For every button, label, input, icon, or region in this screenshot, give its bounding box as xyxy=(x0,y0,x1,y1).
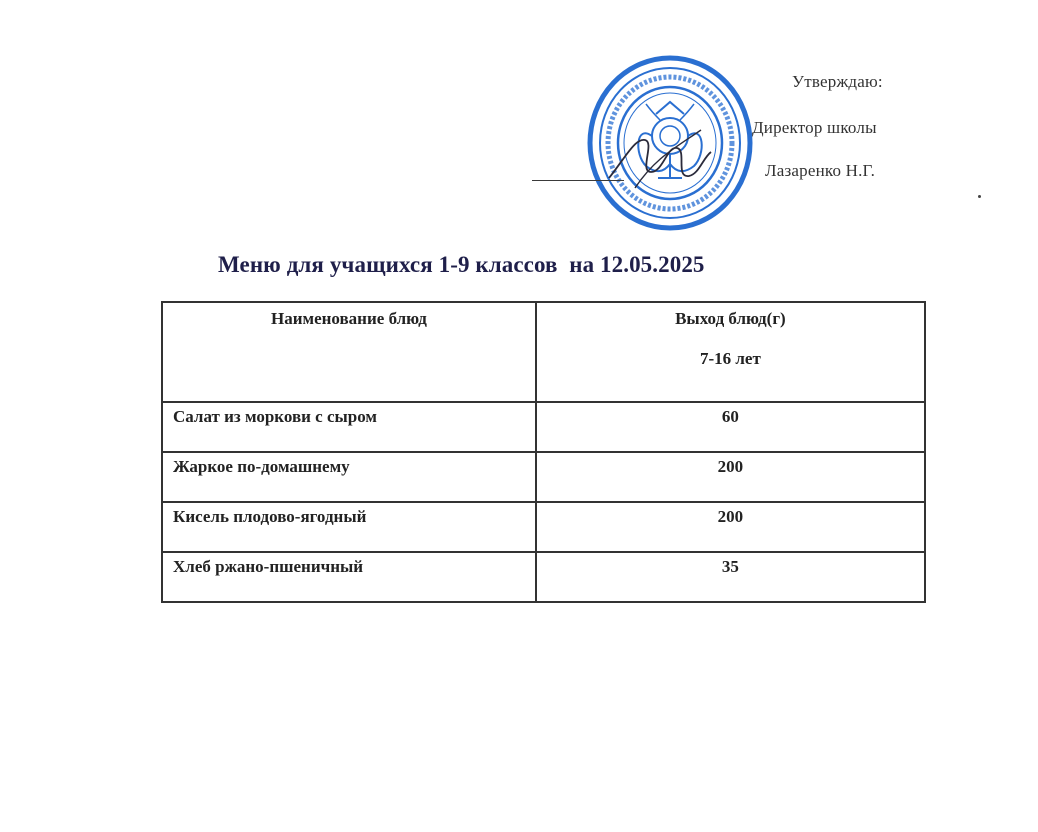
dish-name: Кисель плодово-ягодный xyxy=(162,502,536,552)
approval-position: Директор школы xyxy=(752,118,877,137)
header-age-group: 7-16 лет xyxy=(699,349,761,368)
director-signature xyxy=(605,118,715,198)
approval-name: Лазаренко Н.Г. xyxy=(765,161,876,180)
dish-name: Жаркое по-домашнему xyxy=(162,452,536,502)
approval-label: Утверждаю: xyxy=(792,72,883,91)
page-title: Меню для учащихся 1-9 классов на 12.05.2025 xyxy=(218,252,705,277)
header-output-label: Выход блюд(г) xyxy=(675,309,786,328)
dish-output: 200 xyxy=(536,502,925,552)
dish-output: 35 xyxy=(536,552,925,602)
header-dish-name: Наименование блюд xyxy=(162,302,536,402)
table-row xyxy=(162,502,925,552)
dish-output: 60 xyxy=(536,402,925,452)
signature-line xyxy=(532,180,624,181)
table-header-row xyxy=(162,302,925,402)
approval-block xyxy=(0,0,1038,240)
table-row xyxy=(162,552,925,602)
table-row xyxy=(162,452,925,502)
dish-output: 200 xyxy=(536,452,925,502)
dish-name: Хлеб ржано-пшеничный xyxy=(162,552,536,602)
table-row xyxy=(162,402,925,452)
stray-dot xyxy=(978,195,981,198)
menu-table xyxy=(161,301,926,603)
header-output xyxy=(536,302,925,402)
dish-name: Салат из моркови с сыром xyxy=(162,402,536,452)
